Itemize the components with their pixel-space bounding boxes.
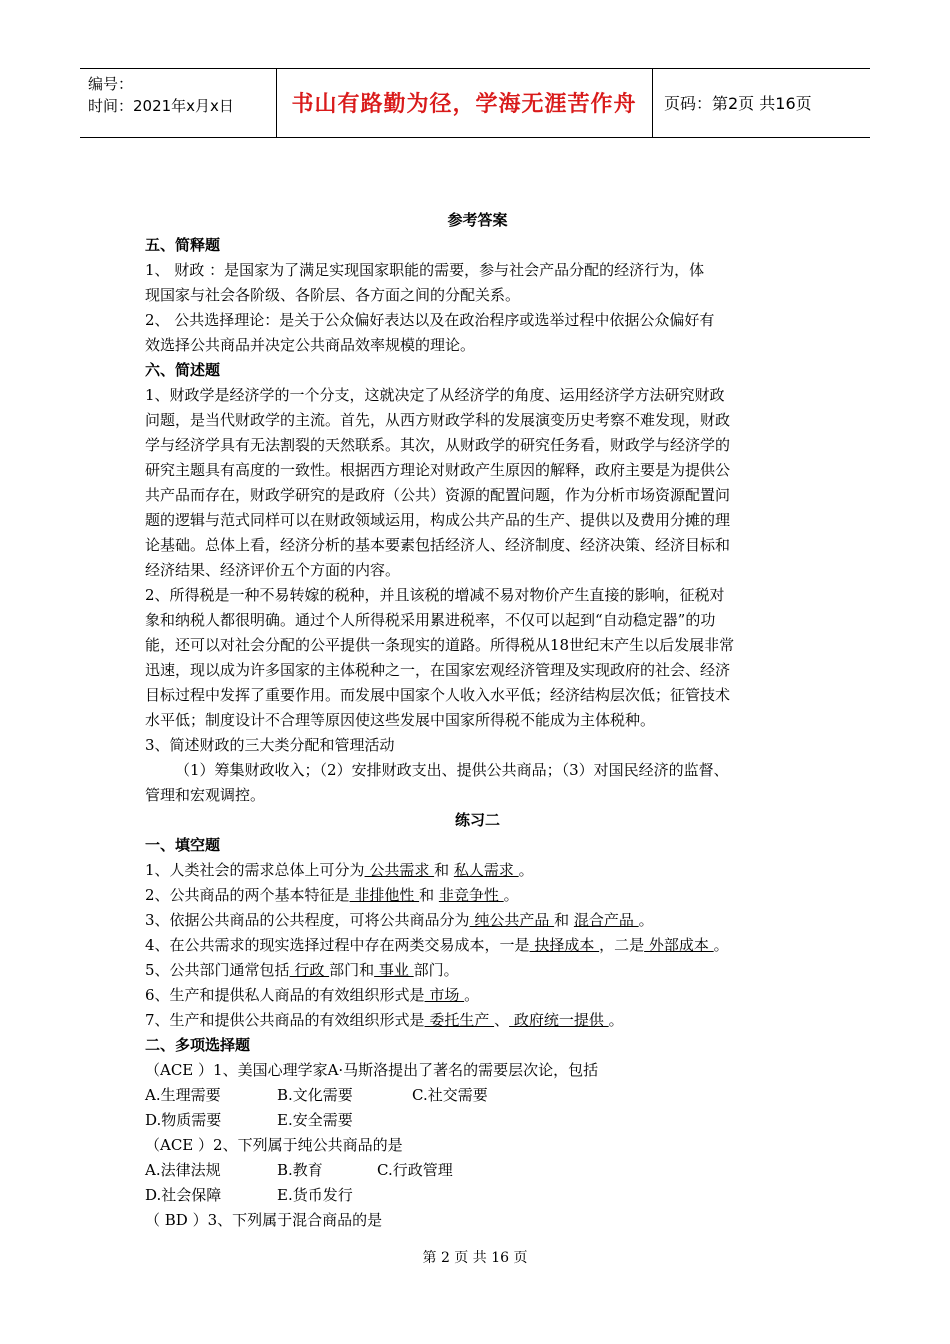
section-heading: 二、多项选择题	[145, 1036, 251, 1054]
paragraph-line: 1、 财政 ：是国家为了满足实现国家职能的需要，参与社会产品分配的经济行为，体	[145, 261, 705, 279]
paragraph-line: 2、 公共选择理论：是关于公众偏好表达以及在政治程序或选举过程中依据公众偏好有	[145, 311, 715, 329]
option: D.物质需要	[145, 1111, 222, 1129]
fill-blank-item: 2、公共商品的两个基本特征是 非排他性 和 非竞争性 。	[145, 886, 519, 904]
paragraph-line: 2、所得税是一种不易转嫁的税种，并且该税的增减不易对物价产生直接的影响，征税对	[145, 586, 725, 604]
answer-blank: 纯公共产品	[469, 911, 555, 929]
paragraph-line: 效选择公共商品并决定公共商品效率规模的理论。	[145, 336, 476, 354]
document-body	[145, 208, 810, 1233]
date-label: 时间：2021年x月x日	[88, 97, 234, 115]
answer-blank: 事业	[374, 961, 414, 979]
option: E.货币发行	[277, 1186, 353, 1204]
header-divider	[652, 69, 653, 137]
paragraph-line: 题的逻辑与范式同样可以在财政领域运用，构成公共产品的生产、提供以及费用分摊的理	[145, 511, 731, 529]
option: A.生理需要	[145, 1086, 221, 1104]
answer-blank: 非排他性	[349, 886, 420, 904]
answer-blank: 非竞争性	[438, 886, 504, 904]
fill-blank-item: 6、生产和提供私人商品的有效组织形式是 市场 。	[145, 986, 480, 1004]
paragraph-line: 共产品而存在，财政学研究的是政府（公共）资源的配置问题，作为分析市场资源配置问	[145, 486, 731, 504]
paragraph-line: （1）筹集财政收入；（2）安排财政支出、提供公共商品；（3）对国民经济的监督、	[175, 761, 729, 779]
fill-blank-item: 5、公共部门通常包括 行政 部门和 事业 部门。	[145, 961, 459, 979]
option: B.教育	[277, 1161, 323, 1179]
answer-blank: 委托生产	[424, 1011, 495, 1029]
mc-question: （ BD ）3、下列属于混合商品的是	[145, 1211, 383, 1229]
answer-blank: 行政	[289, 961, 330, 979]
option: E.安全需要	[277, 1111, 353, 1129]
header-meta	[88, 73, 234, 117]
mc-options	[145, 1183, 810, 1208]
option: A.法律法规	[145, 1161, 221, 1179]
paragraph-line: 3、简述财政的三大类分配和管理活动	[145, 736, 395, 754]
code-label: 编号：	[88, 75, 134, 93]
answer-blank: 政府统一提供	[509, 1011, 609, 1029]
paragraph-line: 现国家与社会各阶级、各阶层、各方面之间的分配关系。	[145, 286, 521, 304]
mc-options	[145, 1108, 810, 1133]
answer-blank: 市场	[424, 986, 465, 1004]
fill-blank-item: 1、人类社会的需求总体上可分为 公共需求 和 私人需求 。	[145, 861, 534, 879]
section-heading: 六、简述题	[145, 361, 221, 379]
paragraph-line: 1、财政学是经济学的一个分支，这就决定了从经济学的角度、运用经济学方法研究财政	[145, 386, 725, 404]
answer-blank: 混合产品	[573, 911, 639, 929]
mc-options	[145, 1083, 810, 1108]
exercise-title: 练习二	[454, 811, 500, 829]
page-footer: 第 2 页 共 16 页	[422, 1250, 528, 1266]
fill-blank-item: 3、依据公共商品的公共程度，可将公共商品分为 纯公共产品 和 混合产品 。	[145, 911, 654, 929]
answer-blank: 私人需求	[453, 861, 519, 879]
fill-blank-item: 7、生产和提供公共商品的有效组织形式是 委托生产 、 政府统一提供 。	[145, 1011, 624, 1029]
answers-title: 参考答案	[447, 211, 508, 229]
section-heading: 五、简释题	[145, 236, 221, 254]
header-motto: 书山有路勤为径，学海无涯苦作舟	[291, 92, 637, 117]
option: C.社交需要	[412, 1086, 488, 1104]
mc-question: （ACE ）2、下列属于纯公共商品的是	[145, 1136, 403, 1154]
mc-question: （ACE ）1、美国心理学家A·马斯洛提出了著名的需要层次论，包括	[145, 1061, 599, 1079]
paragraph-line: 研究主题具有高度的一致性。根据西方理论对财政产生原因的解释，政府主要是为提供公	[145, 461, 731, 479]
mc-options	[145, 1158, 810, 1183]
paragraph-line: 迅速，现以成为许多国家的主体税种之一，在国家宏观经济管理及实现政府的社会、经济	[145, 661, 731, 679]
answer-blank: 抉择成本	[529, 936, 600, 954]
header-page-label: 页码：第2页 共16页	[664, 94, 812, 113]
paragraph-line: 学与经济学具有无法割裂的天然联系。其次，从财政学的研究任务看，财政学与经济学的	[145, 436, 731, 454]
paragraph-line: 问题，是当代财政学的主流。首先，从西方财政学科的发展演变历史考察不难发现，财政	[145, 411, 731, 429]
paragraph-line: 管理和宏观调控。	[145, 786, 266, 804]
page-header	[80, 68, 870, 138]
answer-blank: 公共需求	[364, 861, 435, 879]
paragraph-line: 能，还可以对社会分配的公平提供一条现实的道路。所得税从18世纪末产生以后发展非常	[145, 636, 735, 654]
option: B.文化需要	[277, 1086, 353, 1104]
paragraph-line: 水平低；制度设计不合理等原因使这些发展中国家所得税不能成为主体税种。	[145, 711, 656, 729]
paragraph-line: 目标过程中发挥了重要作用。而发展中国家个人收入水平低；经济结构层次低；征管技术	[145, 686, 731, 704]
fill-blank-item: 4、在公共需求的现实选择过程中存在两类交易成本，一是 抉择成本 ，二是 外部成本 。	[145, 936, 729, 954]
paragraph-line: 象和纳税人都很明确。通过个人所得税采用累进税率，不仅可以起到“自动稳定器”的功	[145, 611, 716, 629]
paragraph-line: 经济结果、经济评价五个方面的内容。	[145, 561, 401, 579]
option: C.行政管理	[377, 1161, 453, 1179]
option: D.社会保障	[145, 1186, 222, 1204]
paragraph-line: 论基础。总体上看，经济分析的基本要素包括经济人、经济制度、经济决策、经济目标和	[145, 536, 731, 554]
section-heading: 一、填空题	[145, 836, 221, 854]
answer-blank: 外部成本	[644, 936, 714, 954]
